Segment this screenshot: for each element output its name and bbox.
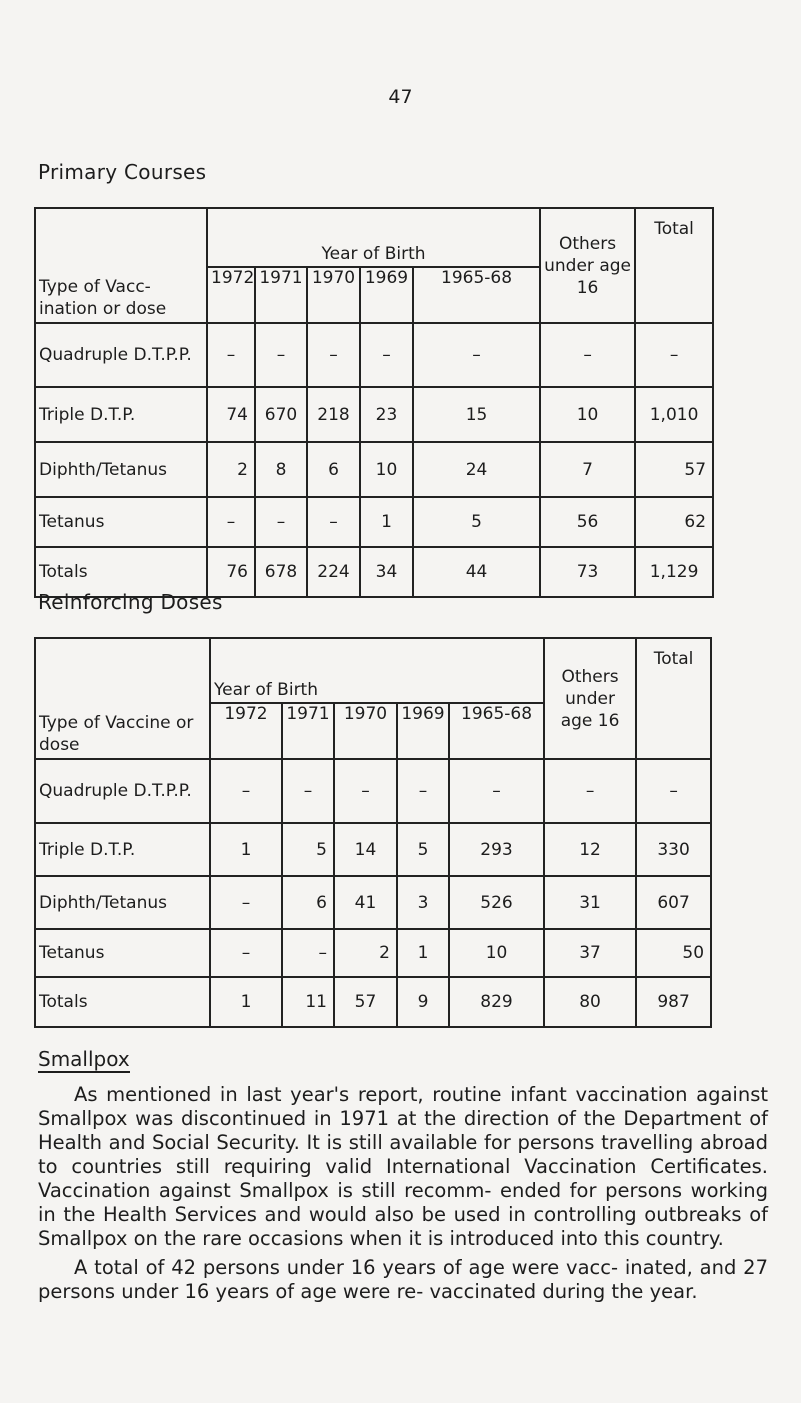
row-label: Quadruple D.T.P.P. bbox=[35, 323, 207, 387]
table-row bbox=[35, 929, 711, 977]
cell: – bbox=[210, 929, 282, 977]
cell: 1 bbox=[210, 977, 282, 1027]
table-row bbox=[35, 823, 711, 876]
cell: – bbox=[210, 759, 282, 823]
table-row bbox=[35, 442, 713, 497]
reinforcing-doses-heading: Reinforcing Doses bbox=[38, 590, 223, 614]
cell: 10 bbox=[540, 387, 635, 442]
row-label: Diphth/Tetanus bbox=[35, 442, 207, 497]
year-of-birth-header: Year of Birth bbox=[207, 208, 540, 267]
year-header: 1965-68 bbox=[449, 703, 544, 759]
year-of-birth-header: Year of Birth bbox=[210, 638, 544, 703]
cell: 56 bbox=[540, 497, 635, 547]
cell: 829 bbox=[449, 977, 544, 1027]
table-row bbox=[35, 876, 711, 929]
cell: – bbox=[282, 759, 334, 823]
cell: – bbox=[636, 759, 711, 823]
cell: 330 bbox=[636, 823, 711, 876]
cell: 6 bbox=[307, 442, 360, 497]
cell: – bbox=[210, 876, 282, 929]
table-row bbox=[35, 759, 711, 823]
cell: 5 bbox=[282, 823, 334, 876]
cell: – bbox=[255, 323, 307, 387]
cell: 37 bbox=[544, 929, 636, 977]
total-header: Total bbox=[636, 638, 711, 759]
cell: 57 bbox=[635, 442, 713, 497]
cell: – bbox=[255, 497, 307, 547]
others-header: Others under age 16 bbox=[540, 208, 635, 323]
cell: 218 bbox=[307, 387, 360, 442]
cell: 6 bbox=[282, 876, 334, 929]
cell: 15 bbox=[413, 387, 540, 442]
cell: 526 bbox=[449, 876, 544, 929]
header-row bbox=[35, 638, 711, 703]
cell: 11 bbox=[282, 977, 334, 1027]
cell: 74 bbox=[207, 387, 255, 442]
year-header: 1969 bbox=[397, 703, 449, 759]
row-label: Tetanus bbox=[35, 497, 207, 547]
cell: 1,010 bbox=[635, 387, 713, 442]
cell: 1 bbox=[360, 497, 413, 547]
cell: 34 bbox=[360, 547, 413, 597]
row-label: Diphth/Tetanus bbox=[35, 876, 210, 929]
type-header: Type of Vaccine or dose bbox=[35, 638, 210, 759]
cell: 50 bbox=[636, 929, 711, 977]
cell: 1,129 bbox=[635, 547, 713, 597]
cell: 2 bbox=[334, 929, 397, 977]
smallpox-paragraph: A total of 42 persons under 16 years of age were vacc- inated, and 27 persons under 16 years of age were re- vaccinated during the year. bbox=[38, 1256, 768, 1303]
row-label: Quadruple D.T.P.P. bbox=[35, 759, 210, 823]
year-header: 1972 bbox=[210, 703, 282, 759]
cell: 1 bbox=[397, 929, 449, 977]
row-label: Totals bbox=[35, 547, 207, 597]
cell: 8 bbox=[255, 442, 307, 497]
year-header: 1970 bbox=[334, 703, 397, 759]
cell: 80 bbox=[544, 977, 636, 1027]
cell: – bbox=[449, 759, 544, 823]
cell: – bbox=[334, 759, 397, 823]
cell: 10 bbox=[360, 442, 413, 497]
cell: 5 bbox=[413, 497, 540, 547]
cell: 31 bbox=[544, 876, 636, 929]
row-label: Triple D.T.P. bbox=[35, 823, 210, 876]
year-header: 1965-68 bbox=[413, 267, 540, 323]
cell: 7 bbox=[540, 442, 635, 497]
smallpox-paragraph: As mentioned in last year's report, routine infant vaccination against Smallpox was discontinued in 1971 at the direction of the Department of Health and Social Security. It is still available for persons travelling abroad to countries still requiring valid International Vaccination Certificates. Vaccination against Smallpox is still recomm- ended for persons working in the Health Services and would also be used in controlling outbreaks of Smallpox on the rare occasions when it is introduced into this country. bbox=[38, 1083, 768, 1250]
cell: 24 bbox=[413, 442, 540, 497]
cell: – bbox=[544, 759, 636, 823]
cell: – bbox=[282, 929, 334, 977]
cell: 1 bbox=[210, 823, 282, 876]
total-header: Total bbox=[635, 208, 713, 323]
cell: 76 bbox=[207, 547, 255, 597]
others-header: Others under age 16 bbox=[544, 638, 636, 759]
row-label: Triple D.T.P. bbox=[35, 387, 207, 442]
cell: 987 bbox=[636, 977, 711, 1027]
year-header: 1970 bbox=[307, 267, 360, 323]
cell: 670 bbox=[255, 387, 307, 442]
year-header: 1971 bbox=[255, 267, 307, 323]
cell: 5 bbox=[397, 823, 449, 876]
cell: 14 bbox=[334, 823, 397, 876]
cell: 23 bbox=[360, 387, 413, 442]
year-header: 1969 bbox=[360, 267, 413, 323]
cell: 678 bbox=[255, 547, 307, 597]
cell: 41 bbox=[334, 876, 397, 929]
primary-courses-heading: Primary Courses bbox=[38, 160, 207, 184]
row-label: Tetanus bbox=[35, 929, 210, 977]
cell: – bbox=[207, 323, 255, 387]
cell: 62 bbox=[635, 497, 713, 547]
cell: – bbox=[635, 323, 713, 387]
cell: – bbox=[397, 759, 449, 823]
cell: 44 bbox=[413, 547, 540, 597]
cell: 73 bbox=[540, 547, 635, 597]
cell: 10 bbox=[449, 929, 544, 977]
cell: 224 bbox=[307, 547, 360, 597]
cell: 9 bbox=[397, 977, 449, 1027]
cell: – bbox=[207, 497, 255, 547]
cell: – bbox=[307, 497, 360, 547]
cell: 607 bbox=[636, 876, 711, 929]
smallpox-heading: Smallpox bbox=[38, 1047, 130, 1071]
table-row bbox=[35, 323, 713, 387]
cell: 293 bbox=[449, 823, 544, 876]
reinforcing-doses-table bbox=[34, 637, 712, 1028]
cell: 3 bbox=[397, 876, 449, 929]
year-header: 1972 bbox=[207, 267, 255, 323]
primary-courses-table bbox=[34, 207, 714, 598]
cell: – bbox=[540, 323, 635, 387]
header-row bbox=[35, 208, 713, 267]
totals-row bbox=[35, 977, 711, 1027]
cell: 12 bbox=[544, 823, 636, 876]
type-header: Type of Vacc- ination or dose bbox=[35, 208, 207, 323]
table-row bbox=[35, 497, 713, 547]
page-number: 47 bbox=[388, 86, 413, 108]
cell: – bbox=[307, 323, 360, 387]
row-label: Totals bbox=[35, 977, 210, 1027]
table-row bbox=[35, 387, 713, 442]
cell: – bbox=[360, 323, 413, 387]
cell: 2 bbox=[207, 442, 255, 497]
cell: – bbox=[413, 323, 540, 387]
year-header: 1971 bbox=[282, 703, 334, 759]
cell: 57 bbox=[334, 977, 397, 1027]
